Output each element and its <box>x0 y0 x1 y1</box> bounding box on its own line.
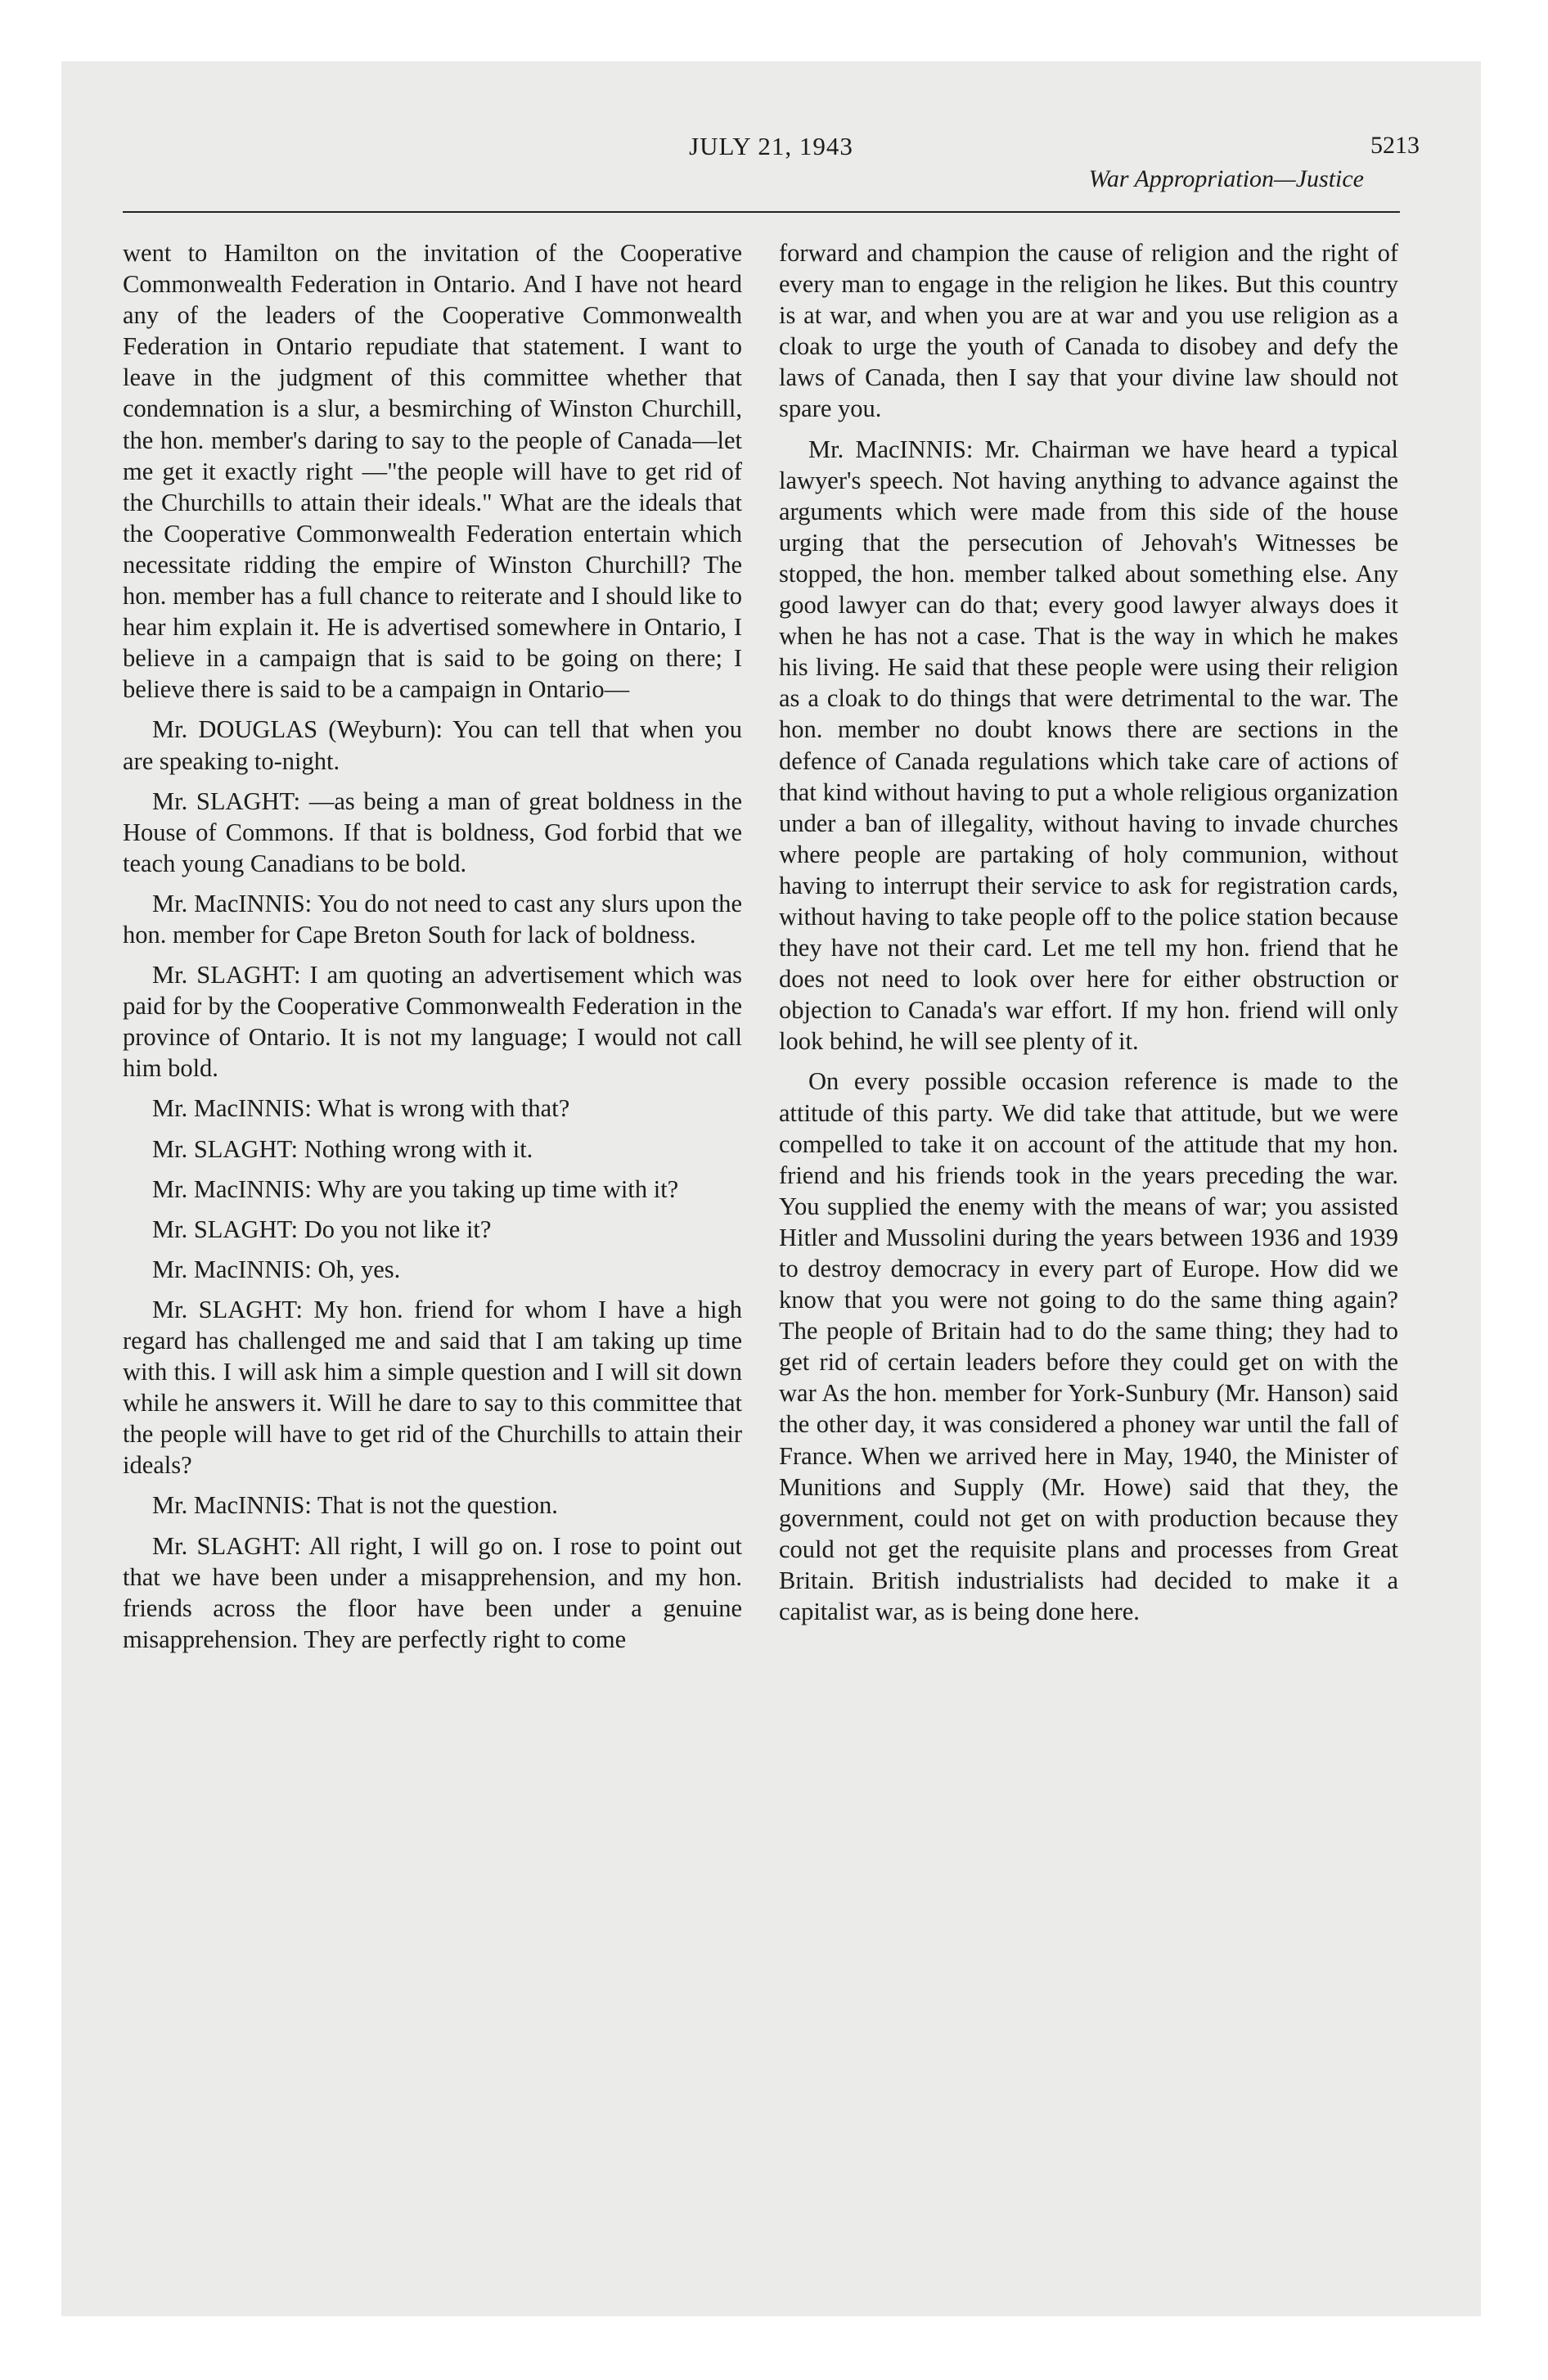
paragraph: Mr. MacINNIS: Mr. Chairman we have heard a typical lawyer's speech. Not having anything to advance against the arguments which were made from this side of the house urging that the persecution of Jehovah's Witnesses be stopped, the hon. member talked about something else. Any good lawyer can do that; every good lawyer always does it when he has not a case. That is the way in which he makes his living. He said that these people were using their religion as a cloak to do things that were detrimental to the war. The hon. member no doubt knows there are sections in the defence of Canada regulations which take care of actions of that kind without having to put a whole religious organization under a ban of illegality, without having to invade churches where people are partaking of holy communion, without having to interrupt their service to ask for registration cards, without having to take people off to the police station because they have not their card. Let me tell my hon. friend that he does not need to look over here for either obstruction or objection to Canada's war effort. If my hon. friend will only look behind, he will see plenty of it. <box>779 435 1398 1056</box>
paragraph: forward and champion the cause of religion and the right of every man to engage in the religion he likes. But this country is at war, and when you are at war and you use religion as a cloak to urge the youth of Canada to disobey and defy the laws of Canada, then I say that your divine law should not spare you. <box>779 239 1398 423</box>
hansard-page <box>61 61 1481 2316</box>
page-number: 5213 <box>1370 132 1420 159</box>
paragraph: Mr. MacINNIS: You do not need to cast any slurs upon the hon. member for Cape Breton South for lack of boldness. <box>123 889 742 949</box>
left-column <box>123 237 742 1664</box>
paragraph: Mr. DOUGLAS (Weyburn): You can tell that when you are speaking to-night. <box>123 715 742 775</box>
paragraph: Mr. MacINNIS: Why are you taking up time with it? <box>152 1174 679 1203</box>
paragraph: Mr. MacINNIS: That is not the question. <box>152 1491 558 1520</box>
paragraph: went to Hamilton on the invitation of the Cooperative Commonwealth Federation in Ontario. And I have not heard any of the leaders of the Cooperative Commonwealth Federation in Ontario repudiate that statement. I want to leave in the judgment of this committee whether that condemnation is a slur, a besmirching of Winston Churchill, the hon. member's daring to say to the people of Canada—let me get it exactly right —"the people will have to get rid of the Churchills to attain their ideals." What are the ideals that the Cooperative Commonwealth Federation entertain which necessitate ridding the empire of Winston Churchill? The hon. member has a full chance to reiterate and I should like to hear him explain it. He is advertised somewhere in Ontario, I believe in a campaign that is said to be going on there; I believe there is said to be a campaign in Ontario— <box>123 239 742 704</box>
paragraph: Mr. SLAGHT: My hon. friend for whom I have a high regard has challenged me and said that I am taking up time with this. I will ask him a simple question and I will sit down while he answers it. Will he dare to say to this committee that the people will have to get rid of the Churchills to attain their ideals? <box>123 1295 742 1480</box>
paragraph: Mr. SLAGHT: All right, I will go on. I rose to point out that we have been under a misapprehension, and my hon. friends across the floor have been under a genuine misapprehension. They are perfectly right to come <box>123 1531 742 1653</box>
paragraph: Mr. SLAGHT: I am quoting an advertisement which was paid for by the Cooperative Commonwealth Federation in the province of Ontario. It is not my language; I would not call him bold. <box>123 961 742 1083</box>
paragraph: Mr. SLAGHT: —as being a man of great boldness in the House of Commons. If that is boldness, God forbid that we teach young Canadians to be bold. <box>123 787 742 877</box>
paragraph: Mr. SLAGHT: Nothing wrong with it. <box>152 1134 533 1163</box>
page-date: JULY 21, 1943 <box>689 132 853 160</box>
paragraph: Mr. SLAGHT: Do you not like it? <box>152 1215 492 1243</box>
header-rule <box>123 211 1400 213</box>
paragraph: On every possible occasion reference is made to the attitude of this party. We did take that attitude, but we were compelled to take it on account of the attitude that my hon. friend and his friends took in the years preceding the war. You supplied the enemy with the means of war; you assisted Hitler and Mussolini during the years between 1936 and 1939 to destroy democracy in every part of Europe. How did we know that you were not going to do the same thing again? The people of Britain had to do the same thing; they had to get rid of certain leaders before they could get on with the war As the hon. member for York-Sunbury (Mr. Hanson) said the other day, it was considered a phoney war until the fall of France. When we arrived here in May, 1940, the Minister of Munitions and Supply (Mr. Howe) said that they, the government, could not get on with production because they could not get the requisite plans and processes from Great Britain. British industrialists had decided to make it a capitalist war, as is being done here. <box>779 1067 1398 1626</box>
right-column <box>779 237 1398 1636</box>
paragraph: Mr. MacINNIS: What is wrong with that? <box>152 1094 570 1123</box>
page-header <box>61 61 1481 225</box>
page-subject: War Appropriation—Justice <box>1088 165 1364 192</box>
paragraph: Mr. MacINNIS: Oh, yes. <box>152 1255 401 1283</box>
